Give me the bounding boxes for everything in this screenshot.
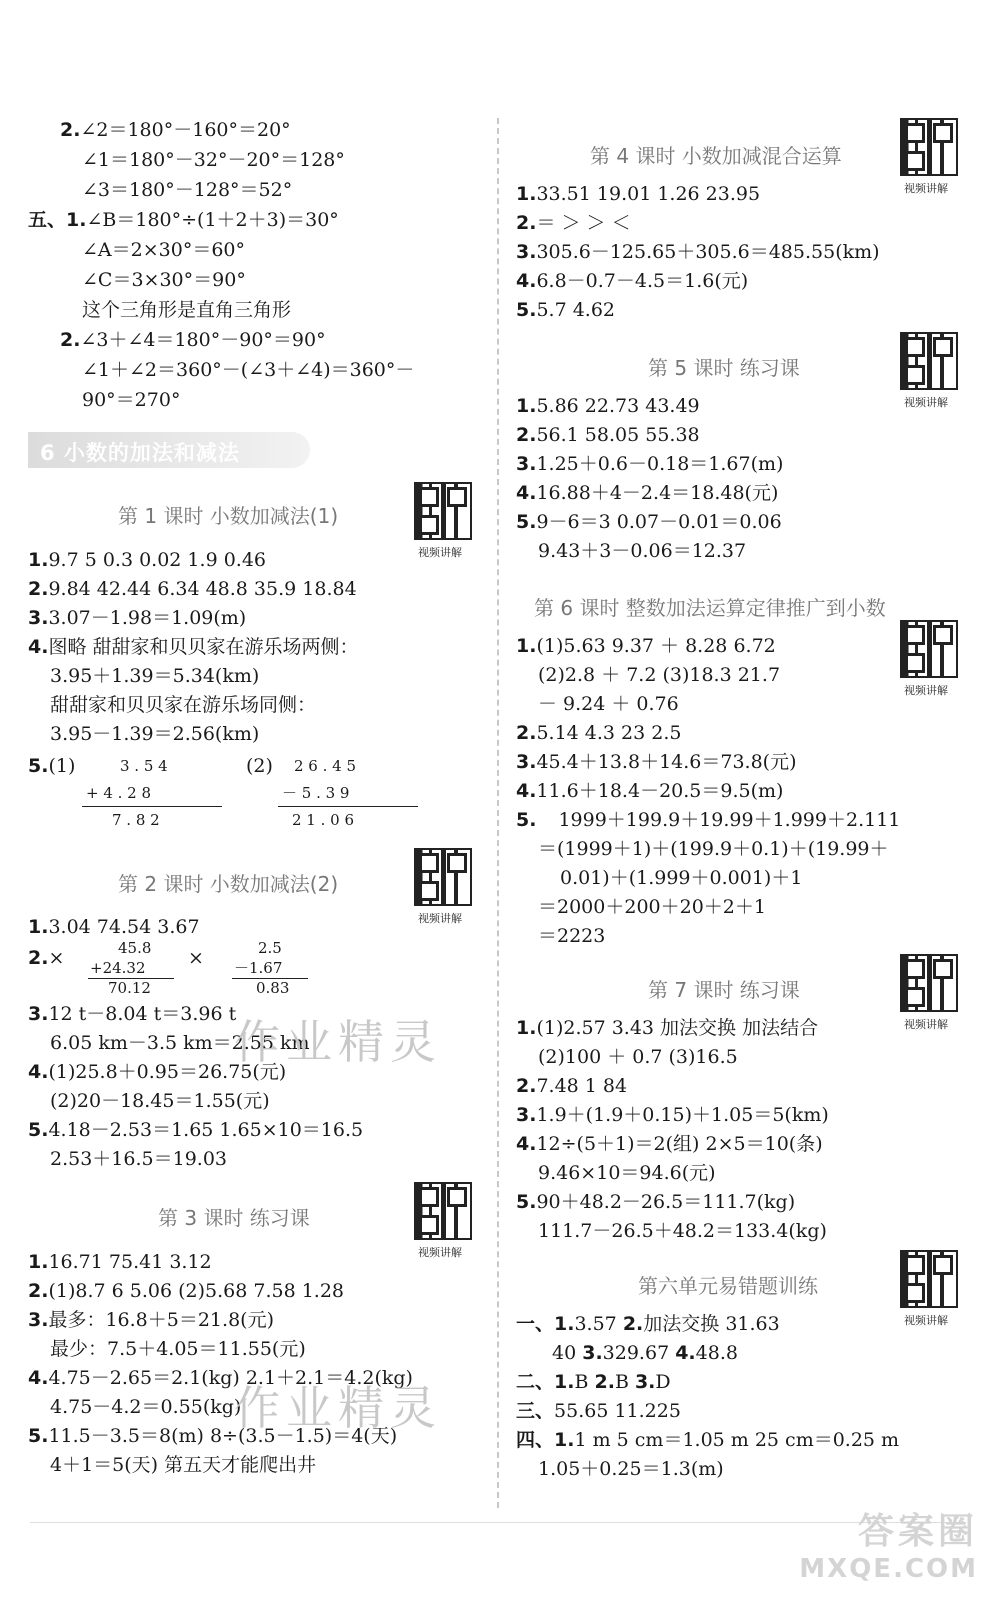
answer-line: 3.最多：16.8＋5＝21.8(元) [28,1309,274,1331]
answer-line: 四、1.1 m 5 cm＝1.05 m 25 cm＝0.25 m [516,1429,900,1451]
answer-line: (2)20－18.45＝1.55(元) [50,1090,270,1112]
answer-line: 2.56.1 58.05 55.38 [516,424,700,446]
vertical-calc-row: 70.12 [108,979,151,997]
answer-line: 40 3.329.67 4.48.8 [552,1342,738,1364]
answer-line: 4.6.8－0.7－4.5＝1.6(元) [516,270,749,292]
answer-line: 5.11.5－3.5＝8(m) 8÷(3.5－1.5)＝4(天) [28,1425,398,1447]
answer-line: ∠A＝2×30°＝60° [82,239,246,261]
qr-label: 视频讲解 [418,1246,462,1259]
answer-line: 5.90＋48.2－26.5＝111.7(kg) [516,1191,796,1213]
answer-line: 1.3.04 74.54 3.67 [28,916,200,938]
qr-label: 视频讲解 [904,1314,948,1327]
answer-line: × [188,947,204,969]
answer-line: 甜甜家和贝贝家在游乐场同侧： [50,694,317,716]
qr-code-icon[interactable] [900,332,958,390]
answer-line: 这个三角形是直角三角形 [82,299,292,321]
answer-line: 5.4.18－2.53＝1.65 1.65×10＝16.5 [28,1119,364,1141]
qr-label: 视频讲解 [904,1018,948,1031]
lesson-title: 第 3 课时 练习课 [158,1206,310,1230]
answer-line: 3.1.25＋0.6－0.18＝1.67(m) [516,453,784,475]
vertical-calc-row: + 4 . 2 8 [86,784,152,802]
answer-line: 4.4.75－2.65＝2.1(kg) 2.1＋2.1＝4.2(kg) [28,1367,413,1389]
qr-code-icon[interactable] [414,1182,472,1240]
qr-code-icon[interactable] [900,1250,958,1308]
answer-line: 二、1.B 2.B 3.D [516,1371,671,1393]
answer-line: 1.5.86 22.73 43.49 [516,395,700,417]
answer-line: ＝2223 [538,925,606,947]
answer-line: 111.7－26.5＋48.2＝133.4(kg) [538,1220,827,1242]
vertical-calc-row: －1.67 [234,959,283,977]
answer-line: 4.图略 甜甜家和贝贝家在游乐场两侧： [28,636,359,658]
answer-line: 9.43＋3－0.06＝12.37 [538,540,747,562]
answer-line: ∠1＋∠2＝360°－(∠3＋∠4)＝360°－ [82,359,415,381]
answer-line: 最少：7.5＋4.05＝11.55(元) [50,1338,306,1360]
vertical-calc-row: 7 . 8 2 [112,811,160,829]
lesson-title: 第 5 课时 练习课 [648,356,800,380]
answer-line: 一、1.3.57 2.加法交换 31.63 [516,1313,780,1335]
answer-line: 1.(1)5.63 9.37 ＋ 8.28 6.72 [516,635,776,657]
answer-line: 4.11.6＋18.4－20.5＝9.5(m) [516,780,784,802]
answer-line: 五、1.∠B＝180°÷(1＋2＋3)＝30° [28,209,339,231]
vertical-calc-row: 2 6 . 4 5 [294,757,357,775]
answer-line: 2.7.48 1 84 [516,1075,628,1097]
answer-line: 4＋1＝5(天) 第五天才能爬出井 [50,1454,317,1476]
answer-line: 3.3.07－1.98＝1.09(m) [28,607,247,629]
answer-line: ∠C＝3×30°＝90° [82,269,246,291]
lesson-title: 第六单元易错题训练 [638,1274,818,1298]
qr-code-icon[interactable] [900,620,958,678]
qr-label: 视频讲解 [418,912,462,925]
answer-line: (2)100 ＋ 0.7 (3)16.5 [538,1046,738,1068]
lesson-title: 第 7 课时 练习课 [648,978,800,1002]
lesson-title: 第 4 课时 小数加减混合运算 [590,144,842,168]
answer-line: 1.9.7 5 0.3 0.02 1.9 0.46 [28,549,266,571]
answer-line: 9.46×10＝94.6(元) [538,1162,716,1184]
qr-code-icon[interactable] [900,118,958,176]
answer-line: 5.5.7 4.62 [516,299,616,321]
answer-line: ∠3＝180°－128°＝52° [82,179,293,201]
qr-label: 视频讲解 [904,684,948,697]
answer-line: 2.＝ ＞ ＞ ＜ [516,212,631,234]
vertical-calc-row: 0.83 [256,979,290,997]
answer-line: 2.∠2＝180°－160°＝20° [60,119,291,141]
answer-line: ＝(1999＋1)＋(199.9＋0.1)＋(19.99＋ [538,838,889,860]
answer-line: 0.01)＋(1.999＋0.001)＋1 [560,867,803,889]
answer-line: 6.05 km－3.5 km＝2.55 km [50,1032,310,1054]
answer-line: 3.45.4＋13.8＋14.6＝73.8(元) [516,751,797,773]
answer-line: 1.(1)2.57 3.43 加法交换 加法结合 [516,1017,819,1039]
qr-code-icon[interactable] [414,848,472,906]
vertical-calc-row: +24.32 [90,959,146,977]
answer-line: 2.9.84 42.44 6.34 48.8 35.9 18.84 [28,578,357,600]
unit-banner: 6 小数的加法和减法 [28,432,310,468]
lesson-title: 第 2 课时 小数加减法(2) [118,872,339,896]
qr-label: 视频讲解 [904,182,948,195]
answer-line: 2.53＋16.5＝19.03 [50,1148,228,1170]
calc-rule [278,806,418,807]
qr-code-icon[interactable] [414,482,472,540]
vertical-calc-row: 3 . 5 4 [120,757,168,775]
answer-line: ＝2000＋200＋20＋2＋1 [538,896,766,918]
answer-line: 5.9－6＝3 0.07－0.01＝0.06 [516,511,782,533]
answer-line: 3.95＋1.39＝5.34(km) [50,665,260,687]
answer-line: ∠1＝180°－32°－20°＝128° [82,149,345,171]
answer-line: 4.75－4.2＝0.55(kg) [50,1396,242,1418]
brand-logo: 答案圈 MXQE.COM [799,1511,978,1584]
answer-line: － 9.24 ＋ 0.76 [538,693,679,715]
vertical-calc-row: 2.5 [258,939,282,957]
watermark: 作业精灵 [234,1015,442,1069]
answer-line: (2)2.8 ＋ 7.2 (3)18.3 21.7 [538,664,781,686]
answer-line: 1.33.51 19.01 1.26 23.95 [516,183,761,205]
calc-rule [82,806,222,807]
qr-code-icon[interactable] [900,954,958,1012]
answer-line: 1.16.71 75.41 3.12 [28,1251,212,1273]
answer-line: 3.1.9＋(1.9＋0.15)＋1.05＝5(km) [516,1104,829,1126]
lesson-title: 第 6 课时 整数加法运算定律推广到小数 [534,596,886,620]
answer-line: 4.16.88＋4－2.4＝18.48(元) [516,482,779,504]
answer-line: 4.(1)25.8＋0.95＝26.75(元) [28,1061,287,1083]
answer-line: 5. 1999＋199.9＋19.99＋1.999＋2.111 [516,809,901,831]
answer-line: 三、55.65 11.225 [516,1400,681,1422]
answer-line: 5.(1) [28,755,76,777]
column-divider [497,118,499,1508]
answer-line: 3.12 t－8.04 t＝3.96 t [28,1003,237,1025]
answer-line: 2.5.14 4.3 23 2.5 [516,722,682,744]
answer-line: 3.305.6－125.65＋305.6＝485.55(km) [516,241,880,263]
lesson-title: 第 1 课时 小数加减法(1) [118,504,339,528]
vertical-calc-row: 45.8 [118,939,152,957]
qr-label: 视频讲解 [418,546,462,559]
watermark: 作业精灵 [234,1381,442,1435]
answer-line: 2.∠3＋∠4＝180°－90°＝90° [60,329,326,351]
answer-line: 2.× [28,947,65,969]
answer-line: 3.95－1.39＝2.56(km) [50,723,260,745]
vertical-calc-row: － 5 . 3 9 [282,784,350,802]
answer-line: 1.05＋0.25＝1.3(m) [538,1458,724,1480]
answer-line: 2.(1)8.7 6 5.06 (2)5.68 7.58 1.28 [28,1280,345,1302]
answer-line: 4.12÷(5＋1)＝2(组) 2×5＝10(条) [516,1133,823,1155]
vertical-calc-row: 2 1 . 0 6 [292,811,355,829]
qr-label: 视频讲解 [904,396,948,409]
answer-line: (2) [246,755,273,777]
answer-line: 90°＝270° [82,389,181,411]
